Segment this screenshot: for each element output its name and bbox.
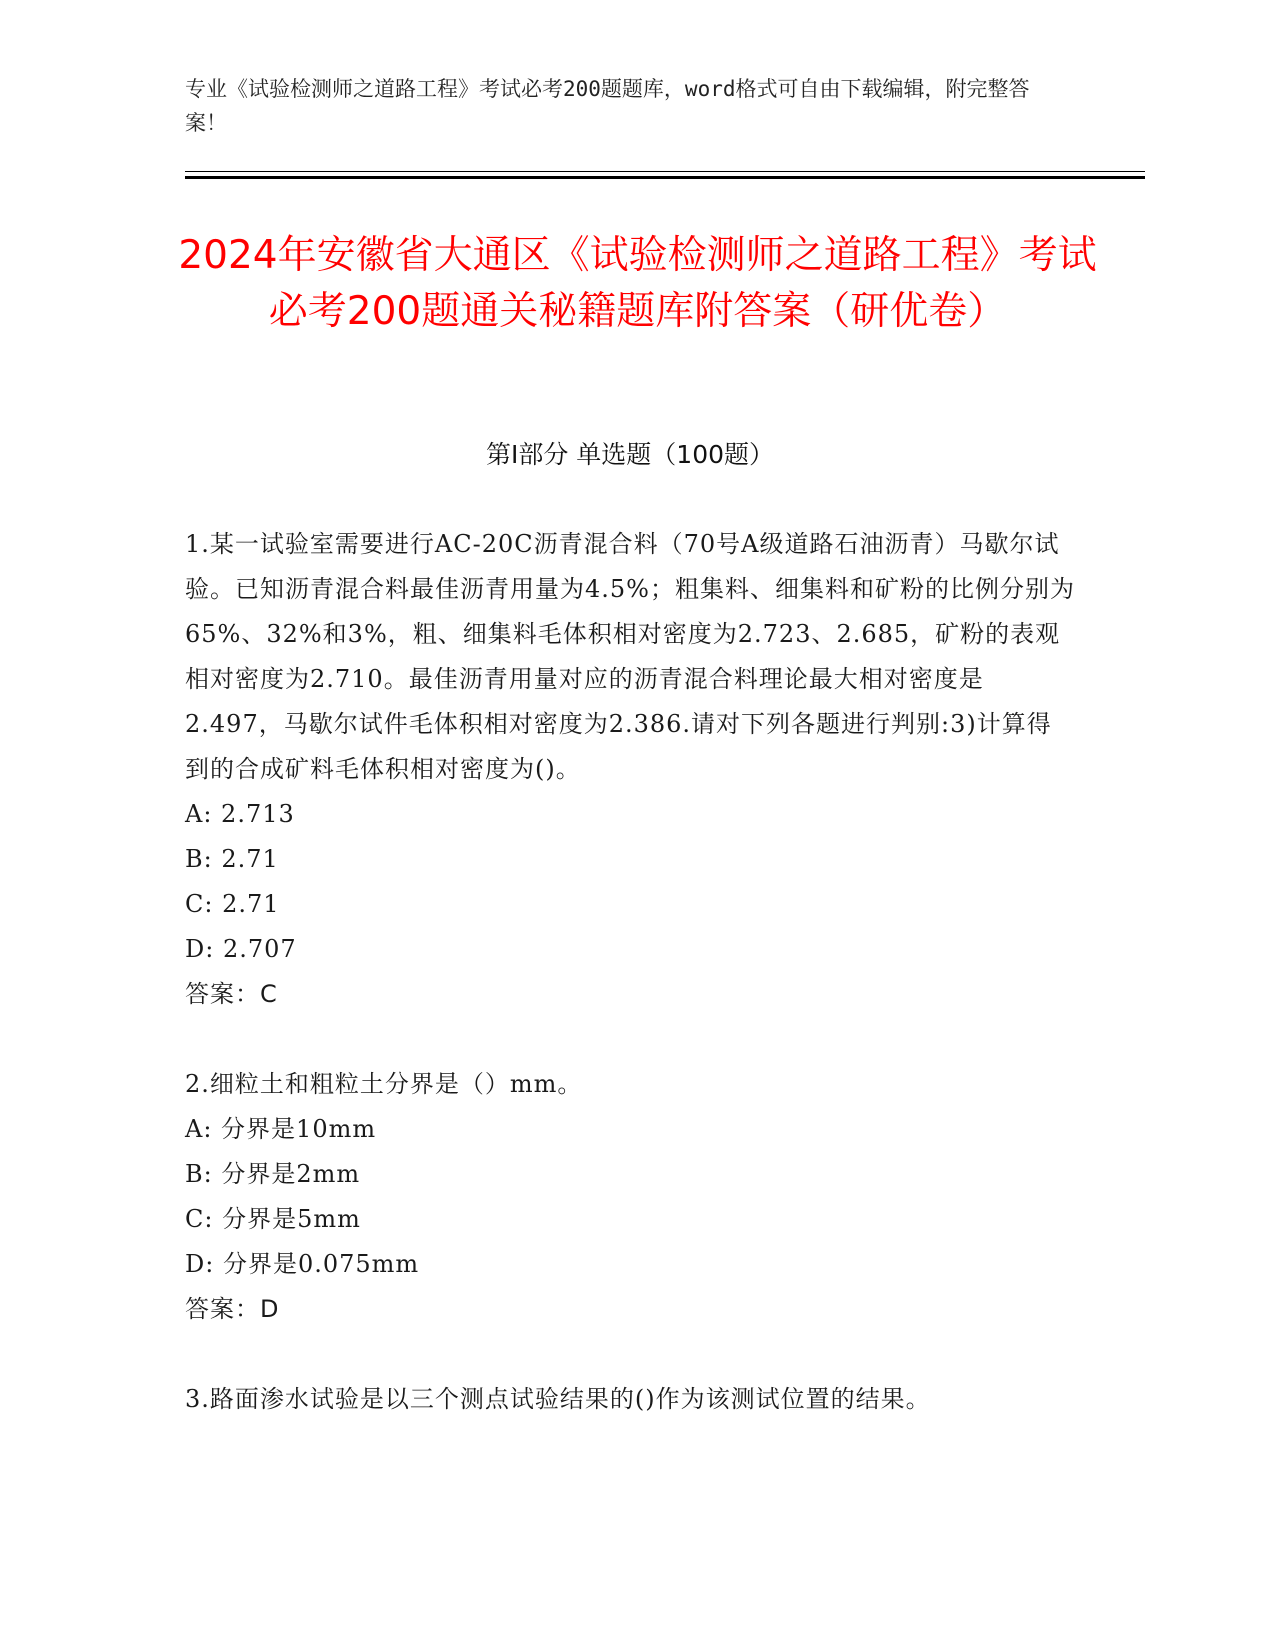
question-2 (185, 1062, 1075, 1332)
option-b: B: 2.71 (185, 845, 279, 873)
question-spacer (185, 1017, 1075, 1062)
option-a: A: 2.713 (185, 800, 295, 828)
header-divider-thick (185, 176, 1145, 179)
answer-line: 答案：D (185, 1295, 280, 1323)
header-note: 专业《试验检测师之道路工程》考试必考200题题库，word格式可自由下载编辑，附完整答案！ (185, 77, 1030, 135)
option-b: B: 分界是2mm (185, 1160, 361, 1188)
question-list (185, 522, 1075, 1422)
option-d: D: 分界是0.075mm (185, 1250, 420, 1278)
question-3 (185, 1377, 1075, 1422)
answer-line: 答案：C (185, 980, 278, 1008)
header-divider-thin (185, 171, 1145, 172)
question-stem: 1.某一试验室需要进行AC-20C沥青混合料（70号A级道路石油沥青）马歇尔试验。已知沥青混合料最佳沥青用量为4.5%；粗集料、细集料和矿粉的比例分别为65%、32%和3%，粗、细集料毛体积相对密度为2.723、2.685，矿粉的表观相对密度为2.710。最佳沥青用量对应的沥青混合料理论最大相对密度是2.497，马歇尔试件毛体积相对密度为2.386.请对下列各题进行判别:3)计算得到的合成矿料毛体积相对密度为()。 (185, 530, 1075, 783)
question-stem: 2.细粒土和粗粒土分界是（）mm。 (185, 1070, 583, 1098)
option-c: C: 分界是5mm (185, 1205, 361, 1233)
document-title: 2024年安徽省大通区《试验检测师之道路工程》考试必考200题通关秘籍题库附答案（研优卷） (178, 233, 1097, 334)
section-heading: 第Ⅰ部分 单选题（100题） (485, 440, 775, 469)
question-1 (185, 522, 1075, 1017)
option-d: D: 2.707 (185, 935, 297, 963)
option-c: C: 2.71 (185, 890, 280, 918)
question-spacer (185, 1332, 1075, 1377)
question-stem: 3.路面渗水试验是以三个测点试验结果的()作为该测试位置的结果。 (185, 1385, 931, 1413)
option-a: A: 分界是10mm (185, 1115, 377, 1143)
